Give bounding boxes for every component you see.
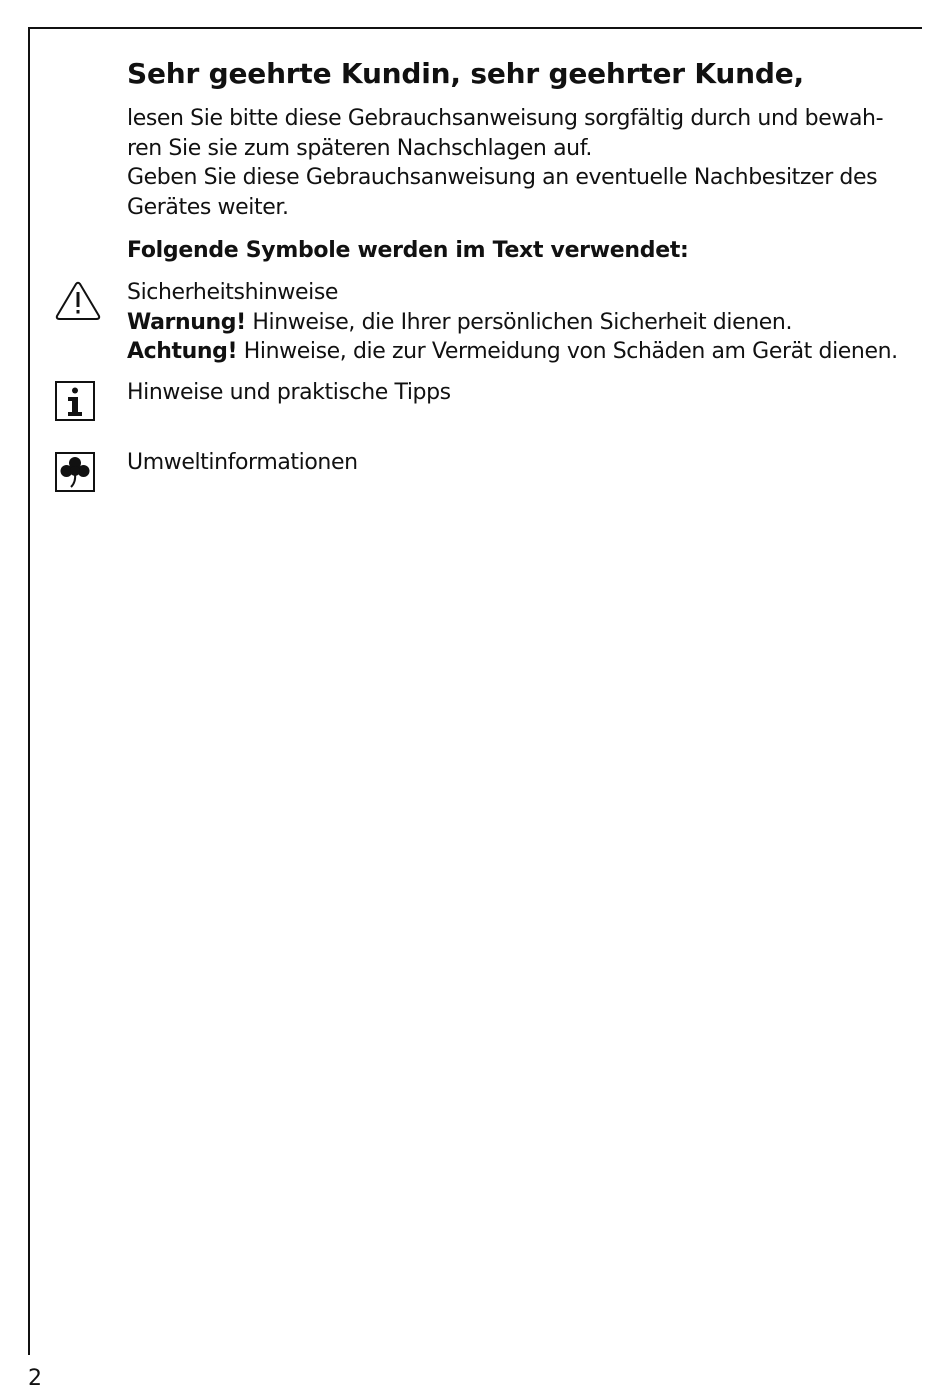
safety-label: Sicherheitshinweise [127, 280, 339, 305]
info-label: Hinweise und praktische Tipps [127, 380, 451, 405]
intro-line: ren Sie sie zum späteren Nachschlagen auf. [127, 135, 593, 161]
intro-line: Geben Sie diese Gebrauchsanweisung an eventuelle Nachbesitzer des [127, 165, 878, 190]
caution-term: Achtung! [127, 339, 238, 364]
environment-symbol-text [127, 448, 917, 478]
warning-text: Hinweise, die Ihrer persönlichen Sicherheit dienen. [252, 309, 793, 335]
frame-left-rule [28, 27, 30, 1355]
symbols-heading: Folgende Symbole werden im Text verwendet: [127, 238, 689, 263]
intro-paragraph [127, 104, 907, 222]
environment-label: Umweltinformationen [127, 450, 358, 475]
caution-line [127, 337, 917, 367]
frame-top-rule [28, 27, 922, 29]
info-symbol-text [127, 378, 917, 408]
info-icon [55, 381, 95, 421]
warning-term: Warnung! [127, 309, 246, 335]
intro-line: Gerätes weiter. [127, 194, 289, 220]
caution-text: Hinweise, die zur Vermeidung von Schäden am Gerät dienen. [243, 339, 898, 364]
page-number: 2 [28, 1366, 42, 1391]
safety-symbol-text [127, 278, 917, 367]
intro-line: lesen Sie bitte diese Gebrauchsanweisung sorgfältig durch und bewah- [127, 106, 884, 131]
warning-line [127, 308, 917, 338]
warning-triangle-icon [55, 281, 101, 321]
clover-icon [55, 452, 95, 492]
page-title: Sehr geehrte Kundin, sehr geehrter Kunde, [127, 57, 804, 90]
